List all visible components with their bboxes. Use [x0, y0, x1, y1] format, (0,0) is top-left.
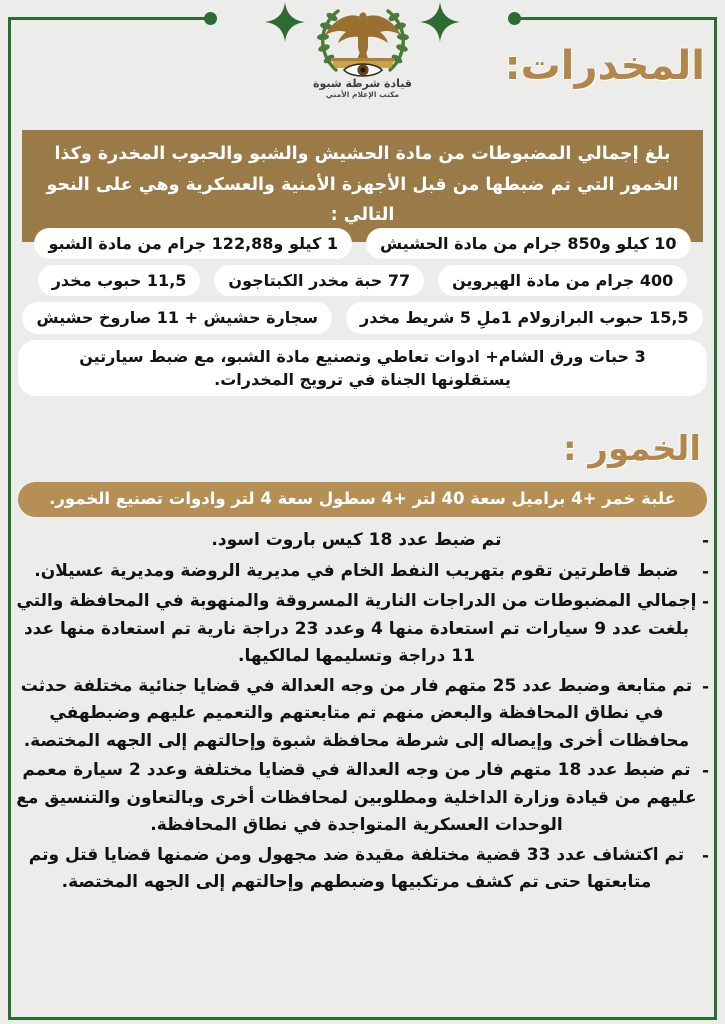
frame-border-bottom: [8, 1017, 717, 1020]
drug-item-pill: سجارة حشيش + 11 صاروخ حشيش: [22, 302, 332, 333]
bullet-dash-icon: -: [701, 845, 709, 866]
section-title-liquor: الخمور :: [562, 429, 701, 469]
drug-item-pill: 11,5 حبوب مخدر: [38, 265, 201, 296]
bullet-text: ضبط قاطرتين تقوم بتهريب النفط الخام في مديرية الروضة ومديرية عسيلان.: [34, 560, 679, 581]
bullet-dash-icon: -: [701, 531, 709, 551]
frame-dot-left: [204, 12, 217, 25]
drug-summary-pill: 3 حبات ورق الشام+ ادوات تعاطي وتصنيع مادة الشبو، مع ضبط سيارتين يستقلونها الجناة في ترويج المخدرات.: [18, 340, 707, 396]
bullet-dash-icon: -: [701, 676, 709, 697]
list-item: [16, 757, 709, 840]
drug-items-row-3: [18, 302, 707, 333]
drug-item-pill: 400 جرام من مادة الهيروين: [438, 265, 687, 296]
bullet-text: تم اكتشاف عدد 33 قضية مختلفة مقيدة ضد مجهول ومن ضمنها قضايا قتل وتم متابعتها حتى تم كشف مرتكبيها وضبطهم وإحالتهم إلى الجهه المختصة.: [28, 844, 685, 893]
frame-border-top-right: [514, 17, 717, 20]
report-bullet-list: [16, 527, 709, 899]
list-item: [16, 842, 709, 897]
emblem-caption: قيادة شرطة شبوة: [312, 77, 412, 90]
drug-items-list: [18, 228, 707, 402]
police-emblem: [298, 2, 428, 114]
drug-items-row-1: [18, 228, 707, 259]
frame-border-left: [8, 17, 11, 1020]
bullet-text: تم ضبط عدد 18 متهم فار من وجه العدالة في قضايا مختلفة وعدد 2 سيارة معمم عليهم من قيادة وزارة الداخلية ومطلوبين لمحافظات أخرى وبالتعاون والتنسيق مع الوحدات العسكرية المتواجدة في نطاق المحافظة.: [16, 760, 697, 836]
list-item: [16, 558, 709, 587]
drug-items-row-4: [18, 340, 707, 396]
bullet-text: تم ضبط عدد 18 كيس باروت اسود.: [211, 530, 502, 550]
drug-items-row-2: [18, 265, 707, 296]
bullet-dash-icon: -: [701, 592, 709, 613]
frame-border-top-left: [8, 17, 211, 20]
list-item: [16, 673, 709, 756]
emblem-crest-icon: [298, 2, 428, 80]
bullet-dash-icon: -: [701, 561, 709, 582]
bullet-text: إجمالي المضبوطات من الدراجات النارية المسروقة والمنهوبة في المحافظة والتي بلغت عدد 9 سيارات تم استعادة منها 4 وعدد 23 دراجة نارية تم استعادة منها عدد 11 دراجة وتسليمها لمالكيها.: [16, 591, 697, 667]
emblem-subcaption: مكتب الإعلام الأمني: [325, 89, 400, 99]
section-title-drugs: المخدرات:: [504, 43, 705, 89]
list-item: [16, 527, 709, 556]
frame-dot-right: [508, 12, 521, 25]
drug-item-pill: 10 كيلو و850 جرام من مادة الحشيش: [366, 228, 690, 259]
frame-border-right: [714, 17, 717, 1020]
bullet-dash-icon: -: [701, 761, 709, 782]
drug-item-pill: 77 حبة مخدر الكبتاجون: [214, 265, 424, 296]
drug-item-pill: 15,5 حبوب البرازولام 1ملِ 5 شريط مخدر: [346, 302, 703, 333]
drug-item-pill: 1 كيلو و122,88 جرام من مادة الشبو: [34, 228, 352, 259]
list-item: [16, 588, 709, 671]
intro-banner: بلغ إجمالي المضبوطات من مادة الحشيش والشبو والحبوب المخدرة وكذا الخمور التي تم ضبطها من قبل الأجهزة الأمنية والعسكرية وهي على النحو التالي :: [22, 130, 703, 242]
bullet-text: تم متابعة وضبط عدد 25 متهم فار من وجه العدالة في قضايا جنائية مختلفة حدثت في نطاق المحافظة والبعض منهم تم متابعتهم والتعميم عليهم وضبطهفي محافظات أخرى وإيصاله إلى شرطة محافظة شبوة وإحالتهم إلى الجهه المختصة.: [20, 675, 693, 751]
liquor-summary-pill: علبة خمر +4 براميل سعة 40 لتر +4 سطول سعة 4 لتر وادوات تصنيع الخمور.: [18, 482, 707, 517]
